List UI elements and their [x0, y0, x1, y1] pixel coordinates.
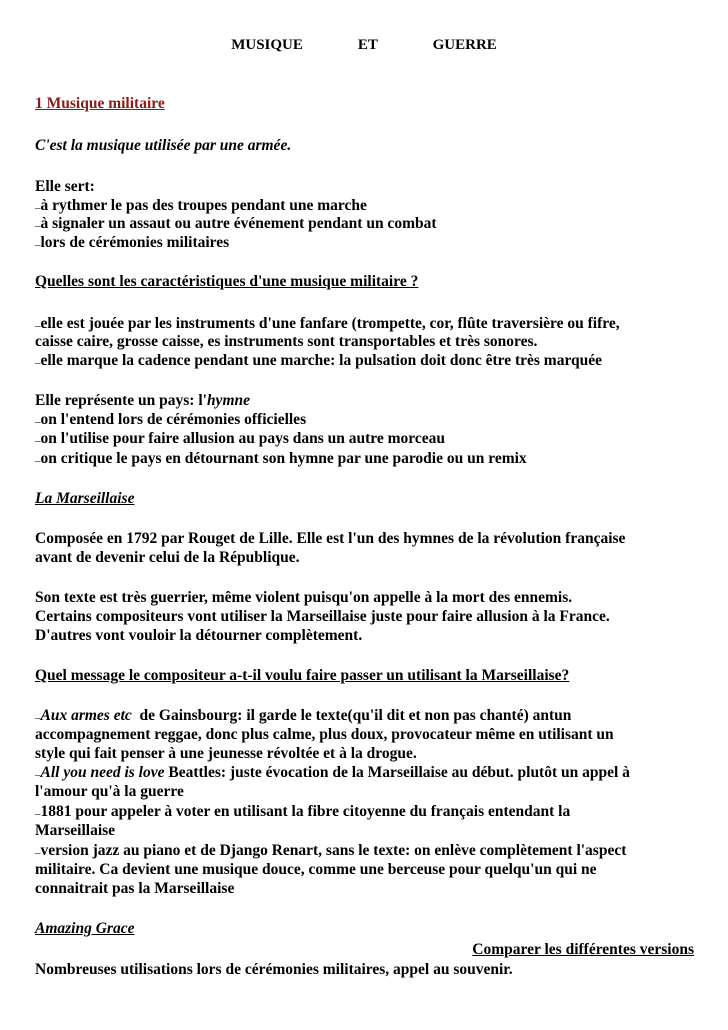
answer-continuation: Marseillaise	[35, 822, 116, 839]
hymn-item-text: on l'utilise pour faire allusion au pays dans un autre morceau	[40, 430, 446, 447]
marseillaise-heading: La Marseillaise	[35, 490, 135, 507]
dash-bullet: –	[35, 455, 41, 467]
dash-bullet: –	[35, 808, 41, 820]
use-item	[35, 234, 229, 253]
hymn-word: hymne	[206, 392, 250, 409]
dash-bullet: –	[35, 357, 41, 369]
hymn-item	[35, 430, 445, 449]
hymn-item	[35, 450, 527, 469]
answer-text: de Gainsbourg: il garde le texte(qu'il dit et non pas chanté) antun	[131, 707, 572, 724]
answer-item	[35, 842, 626, 861]
dash-bullet: –	[35, 202, 41, 214]
hymn-intro	[35, 392, 250, 410]
use-item	[35, 215, 437, 234]
use-item-text: à signaler un assaut ou autre événement pendant un combat	[40, 215, 437, 232]
use-item	[35, 197, 367, 216]
answer-item	[35, 707, 571, 726]
section-heading-musique-militaire: 1 Musique militaire	[35, 95, 165, 112]
dash-bullet: –	[35, 435, 41, 447]
uses-intro: Elle sert:	[35, 178, 95, 195]
song-title: All you need is love	[40, 764, 165, 781]
answer-continuation: accompagnement reggae, donc plus calme, plus doux, provocateur même en utilisant un	[35, 726, 614, 743]
characteristic-text: elle marque la cadence pendant une marche: la pulsation doit donc être très marquée	[40, 352, 603, 369]
answer-text: 1881 pour appeler à voter en utilisant la fibre citoyenne du français entendant la	[40, 803, 571, 820]
answer-text: Beattles: juste évocation de la Marseillaise au début. plutôt un appel à	[164, 764, 630, 781]
amazing-grace-heading: Amazing Grace	[35, 920, 135, 937]
answer-item	[35, 803, 570, 822]
hymn-item-text: on critique le pays en détournant son hymne par une parodie ou un remix	[40, 450, 527, 467]
dash-bullet: –	[35, 712, 41, 724]
marseillaise-paragraph-line: D'autres vont vouloir la détourner complètement.	[35, 627, 363, 644]
use-item-text: lors de cérémonies militaires	[40, 234, 230, 251]
marseillaise-paragraph-line: avant de devenir celui de la République.	[35, 549, 300, 566]
dash-bullet: –	[35, 769, 41, 781]
question-message: Quel message le compositeur a-t-il voulu faire passer un utilisant la Marseillaise?	[35, 667, 570, 684]
characteristic-item	[35, 352, 602, 371]
marseillaise-paragraph-line: Certains compositeurs vont utiliser la Marseillaise juste pour faire allusion à la France.	[35, 608, 610, 625]
marseillaise-paragraph-line: Composée en 1792 par Rouget de Lille. Elle est l'un des hymnes de la révolution française	[35, 530, 626, 547]
marseillaise-paragraph-line: Son texte est très guerrier, même violent puisqu'on appelle à la mort des ennemis.	[35, 589, 573, 606]
page-title: MUSIQUE ET GUERRE	[231, 37, 497, 53]
answer-continuation: militaire. Ca devient une musique douce, comme une berceuse pour quelqu'un qui ne	[35, 861, 597, 878]
dash-bullet: –	[35, 239, 41, 251]
characteristic-continuation: caisse caire, grosse caisse, es instruments sont transportables et très sonores.	[35, 333, 538, 350]
answer-text: version jazz au piano et de Django Renart, sans le texte: on enlève complètement l'aspect	[40, 842, 627, 859]
hymn-item-text: on l'entend lors de cérémonies officielles	[40, 411, 307, 428]
hymn-item	[35, 411, 306, 430]
hymn-intro-text: Elle représente un pays: l'	[35, 392, 207, 409]
amazing-grace-usage: Nombreuses utilisations lors de cérémonies militaires, appel au souvenir.	[35, 961, 513, 978]
definition-text: C'est la musique utilisée par une armée.	[35, 137, 292, 154]
answer-item	[35, 764, 630, 783]
use-item-text: à rythmer le pas des troupes pendant une marche	[40, 197, 367, 214]
dash-bullet: –	[35, 847, 41, 859]
answer-continuation: connaitrait pas la Marseillaise	[35, 880, 235, 897]
answer-continuation: style qui fait penser à une jeunesse révoltée et à la drogue.	[35, 745, 417, 762]
dash-bullet: –	[35, 220, 41, 232]
compare-versions-link[interactable]: Comparer les différentes versions	[472, 941, 694, 958]
dash-bullet: –	[35, 320, 41, 332]
characteristic-item	[35, 315, 620, 334]
characteristic-text: elle est jouée par les instruments d'une fanfare (trompette, cor, flûte traversière ou fifre,	[40, 315, 620, 332]
question-characteristics: Quelles sont les caractéristiques d'une musique militaire ?	[35, 273, 419, 290]
dash-bullet: –	[35, 416, 41, 428]
song-title: Aux armes etc	[40, 707, 132, 724]
answer-continuation: l'amour qu'à la guerre	[35, 783, 184, 800]
